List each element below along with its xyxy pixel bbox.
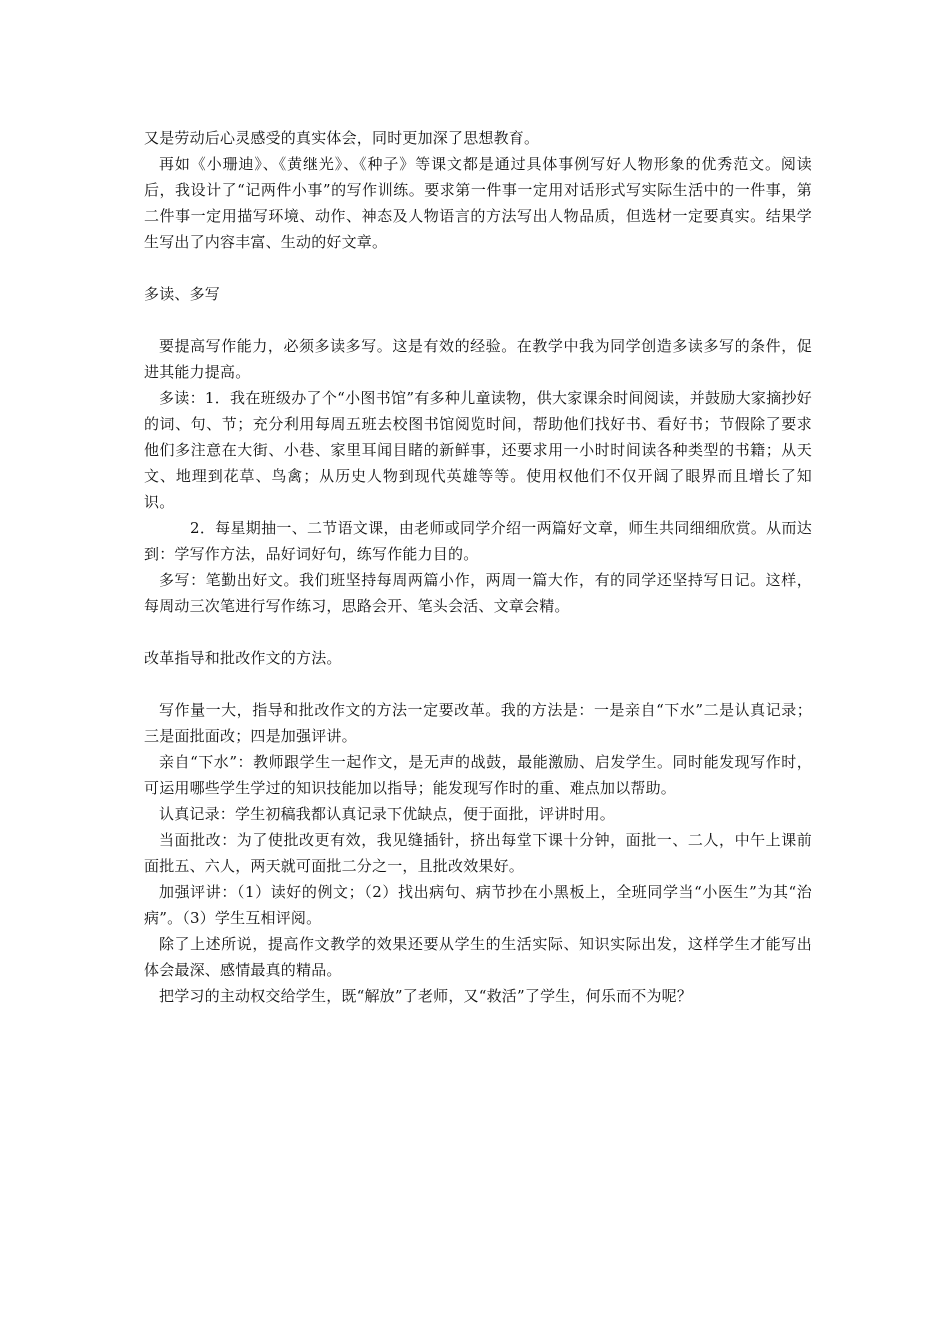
- paragraph-closing-question: 把学习的主动权交给学生，既“解放”了老师，又“救活”了学生，何乐而不为呢？: [159, 987, 693, 1005]
- paragraph-labor-experience: 又是劳动后心灵感受的真实体会，同时更加深了思想教育。: [144, 129, 540, 147]
- paragraph-more-reading: 多读：1．我在班级办了个“小图书馆”有多种儿童读物，供大家课余时间阅读，并鼓励大家摘抄好的词、句、节；充分利用每周五班去校图书馆阅览时间，帮助他们找好书、看好书；节假除了要求他们多注意在大街、小巷、家里耳闻目睹的新鲜事，还要求用一小时时间读各种类型的书籍；从天文、地理到花草、鸟禽；从历史人物到现代英雄等等。使用权他们不仅开阔了眼界而且增长了知识。: [144, 389, 812, 511]
- paragraph-conclusion: 除了上述所说，提高作文教学的效果还要从学生的生活实际、知识实际出发，这样学生才能写出体会最深、感情最真的精品。: [144, 935, 812, 979]
- document-body: [144, 125, 812, 1009]
- paragraph-face-to-face-correction: 当面批改：为了使批改更有效，我见缝插针，挤出每堂下课十分钟，面批一、二人，中午上课前面批五、六人，两天就可面批二分之一，且批改效果好。: [144, 831, 812, 875]
- paragraph-more-writing: 多写：笔勤出好文。我们班坚持每周两篇小作，两周一篇大作，有的同学还坚持写日记。这样，每周动三次笔进行写作练习，思路会开、笔头会活、文章会精。: [144, 571, 812, 615]
- paragraph-strengthen-review: 加强评讲：（1）读好的例文；（2）找出病句、病节抄在小黑板上，全班同学当“小医生”为其“治病”。（3）学生互相评阅。: [144, 883, 812, 927]
- paragraph-read-write-intro: 要提高写作能力，必须多读多写。这是有效的经验。在教学中我为同学创造多读多写的条件，促进其能力提高。: [144, 337, 812, 381]
- paragraph-weekly-lessons: 2．每星期抽一、二节语文课，由老师或同学介绍一两篇好文章，师生共同细细欣赏。从而达到：学写作方法，品好词好句，练写作能力目的。: [144, 519, 812, 563]
- section-heading-reform: 改革指导和批改作文的方法。: [144, 649, 342, 667]
- paragraph-reform-methods: 写作量一大，指导和批改作文的方法一定要改革。我的方法是：一是亲自“下水”二是认真记录；三是面批面改；四是加强评讲。: [144, 701, 812, 745]
- paragraph-writing-exercise: 再如《小珊迪》、《黄继光》、《种子》等课文都是通过具体事例写好人物形象的优秀范文。阅读后，我设计了“记两件小事”的写作训练。要求第一件事一定用对话形式写实际生活中的一件事，第二件事一定用描写环境、动作、神态及人物语言的方法写出人物品质，但选材一定要真实。结果学生写出了内容丰富、生动的好文章。: [144, 155, 812, 251]
- section-heading-read-write: 多读、多写: [144, 285, 221, 303]
- paragraph-careful-records: 认真记录：学生初稿我都认真记录下优缺点，便于面批，评讲时用。: [159, 805, 616, 823]
- paragraph-teacher-writes: 亲自“下水”：教师跟学生一起作文，是无声的战鼓，最能激励、启发学生。同时能发现写作时，可运用哪些学生学过的知识技能加以指导；能发现写作时的重、难点加以帮助。: [144, 753, 812, 797]
